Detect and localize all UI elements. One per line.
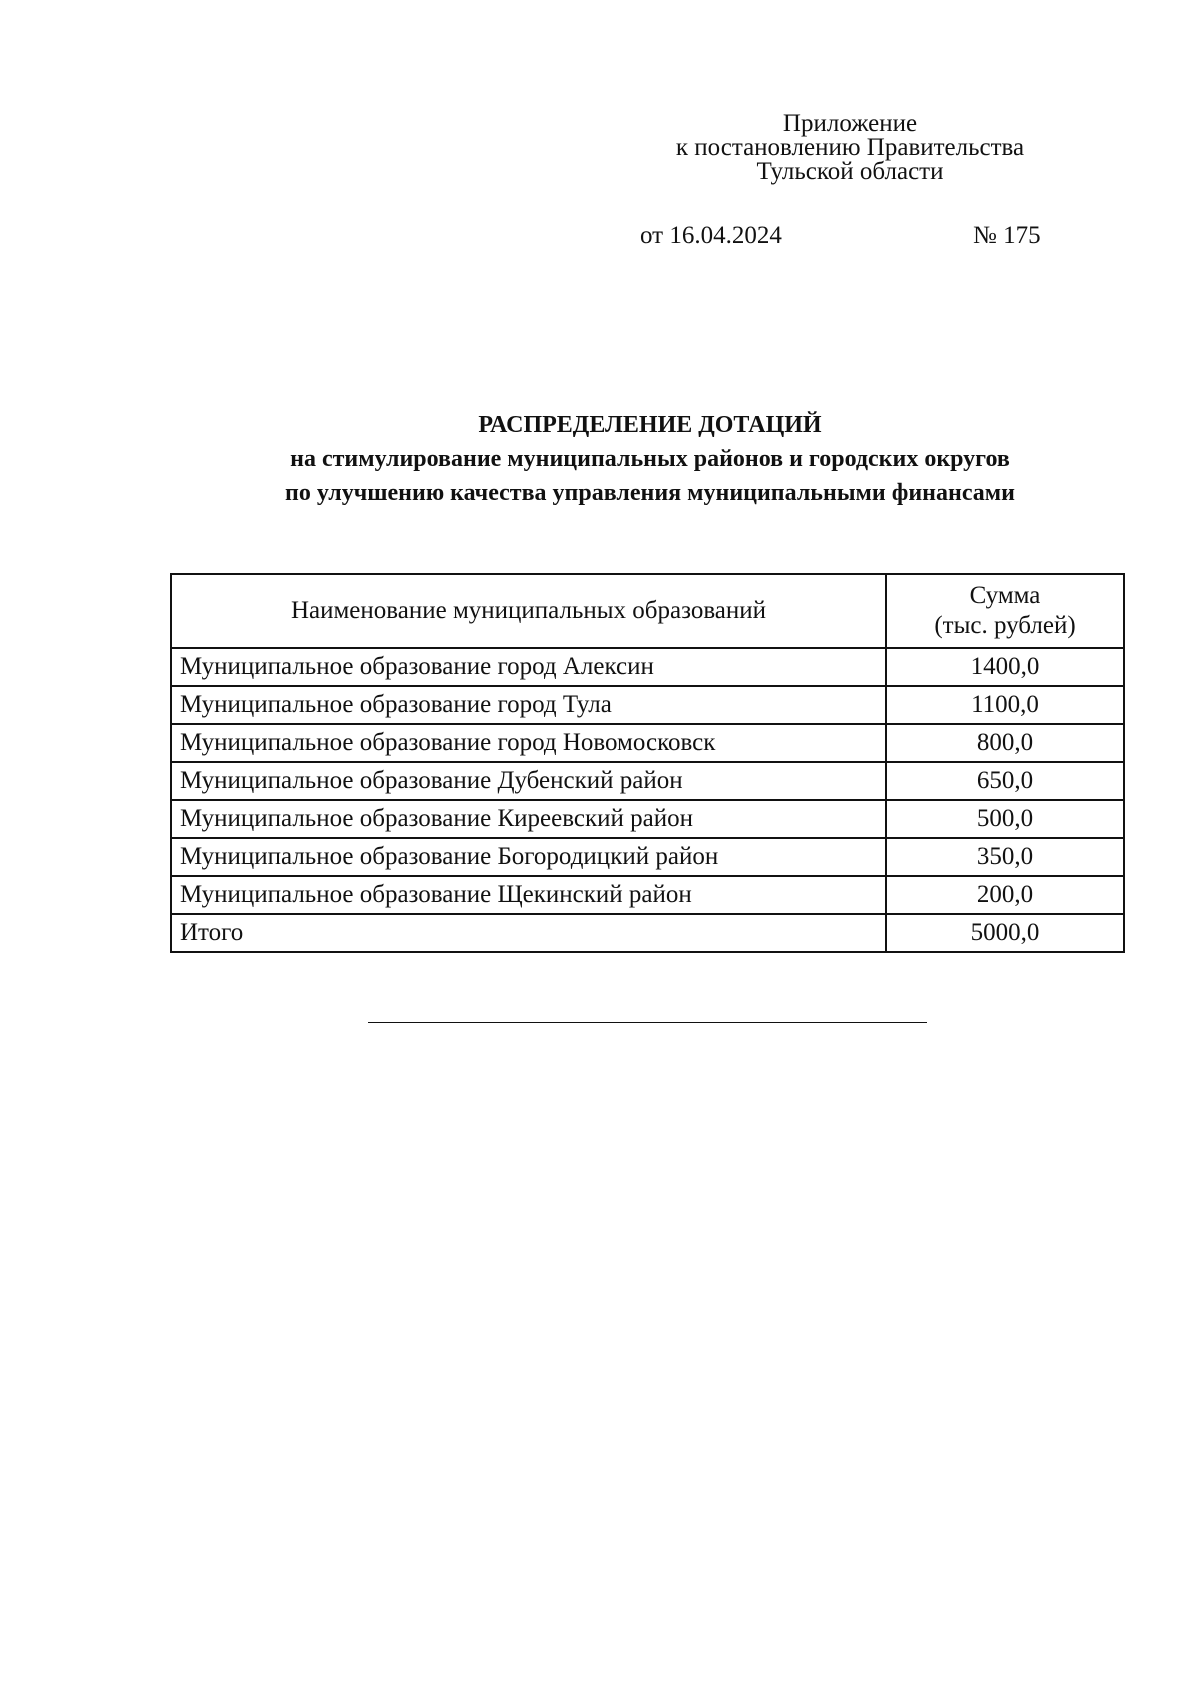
appendix-line: к постановлению Правительства bbox=[675, 134, 1025, 161]
appendix-line: Приложение bbox=[782, 110, 918, 137]
amount: 500,0 bbox=[886, 800, 1124, 838]
appendix-line: Тульской области bbox=[756, 158, 944, 185]
municipality-name: Муниципальное образование Щекинский район bbox=[171, 876, 886, 914]
table-row bbox=[171, 724, 1124, 762]
municipality-name: Муниципальное образование город Алексин bbox=[171, 648, 886, 686]
sum-header-unit: (тыс. рублей) bbox=[934, 612, 1076, 639]
amount: 650,0 bbox=[886, 762, 1124, 800]
table-row bbox=[171, 800, 1124, 838]
closing-rule bbox=[368, 1022, 927, 1023]
amount: 200,0 bbox=[886, 876, 1124, 914]
municipality-name: Итого bbox=[171, 914, 886, 952]
title-line: по улучшению качества управления муниципальными финансами bbox=[285, 480, 1015, 506]
table-row bbox=[171, 838, 1124, 876]
table-row bbox=[171, 876, 1124, 914]
column-header-sum bbox=[886, 574, 1124, 648]
municipality-name: Муниципальное образование Дубенский район bbox=[171, 762, 886, 800]
amount: 5000,0 bbox=[886, 914, 1124, 952]
title-line: на стимулирование муниципальных районов и городских округов bbox=[290, 446, 1010, 472]
municipality-name: Муниципальное образование город Тула bbox=[171, 686, 886, 724]
title-line: РАСПРЕДЕЛЕНИЕ ДОТАЦИЙ bbox=[478, 412, 822, 438]
column-header-name: Наименование муниципальных образований bbox=[171, 574, 886, 648]
document-date: от 16.04.2024 bbox=[640, 222, 782, 249]
table-row bbox=[171, 762, 1124, 800]
municipality-name: Муниципальное образование Богородицкий район bbox=[171, 838, 886, 876]
distribution-table bbox=[170, 573, 1125, 953]
municipality-name: Муниципальное образование город Новомосковск bbox=[171, 724, 886, 762]
total-row bbox=[171, 914, 1124, 952]
amount: 350,0 bbox=[886, 838, 1124, 876]
document-title bbox=[150, 408, 1150, 510]
sum-header-line: Сумма bbox=[969, 582, 1041, 609]
table-header-row bbox=[171, 574, 1124, 648]
amount: 1100,0 bbox=[886, 686, 1124, 724]
amount: 1400,0 bbox=[886, 648, 1124, 686]
table-row bbox=[171, 648, 1124, 686]
municipality-name: Муниципальное образование Киреевский район bbox=[171, 800, 886, 838]
document-number: № 175 bbox=[973, 222, 1041, 249]
table-row bbox=[171, 686, 1124, 724]
amount: 800,0 bbox=[886, 724, 1124, 762]
appendix-header bbox=[640, 112, 1060, 184]
